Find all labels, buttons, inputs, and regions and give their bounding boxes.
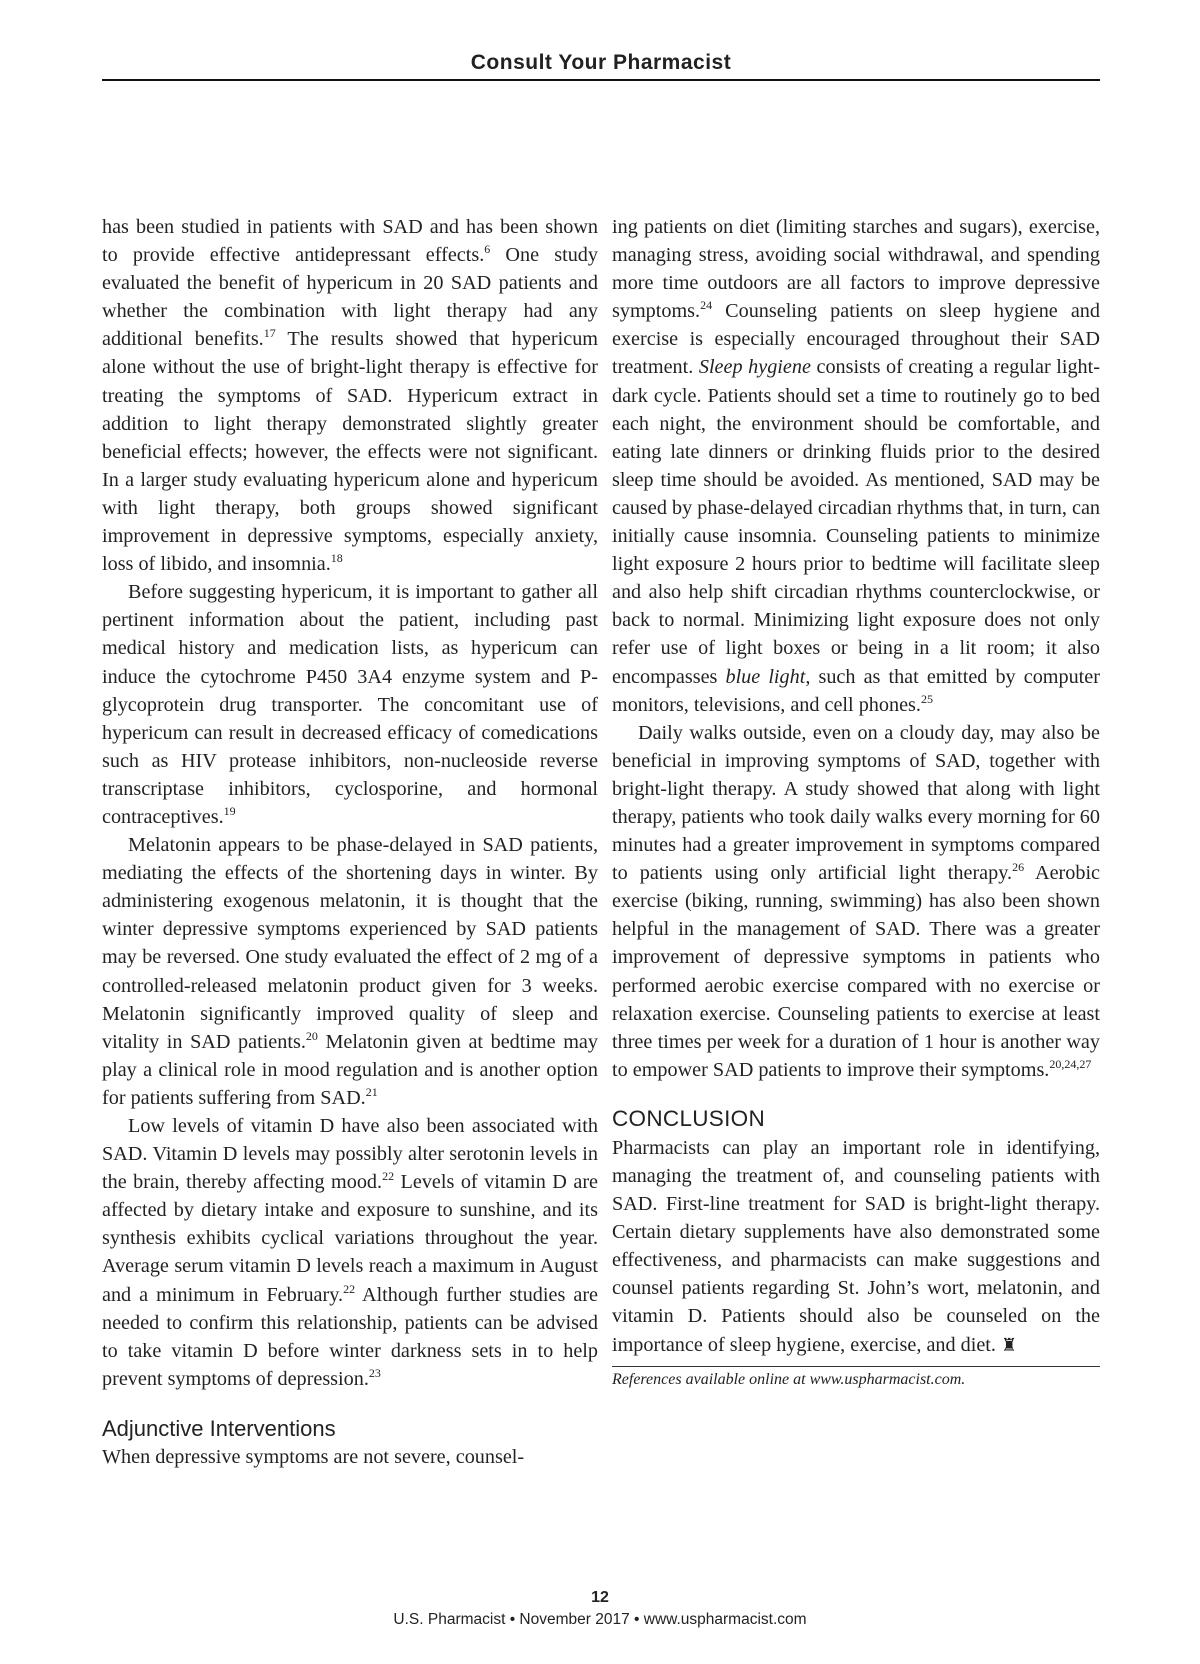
subheading-adjunctive-interventions: Adjunctive Interventions: [102, 1415, 336, 1441]
publication-line: U.S. Pharmacist • November 2017 • www.uspharmacist.com: [393, 1611, 807, 1628]
header-title: Consult Your Pharmacist: [470, 51, 732, 74]
text: Although further studies are needed to confirm this relationship, patients can be advised to take vitamin D before winter darkness sets in to help prevent symptoms of depression.: [102, 1283, 599, 1390]
text: Aerobic exercise (biking, running, swimming) has also been shown helpful in the management of SAD. There was a greater improvement of depressive symptoms in patients who performed aerobic exercise compared with no exercise or relaxation exercise. Counseling patients to exercise at least three times per week for a duration of 1 hour is another way to empower SAD patients to improve their symptoms.: [612, 862, 1101, 1081]
paragraph-vitamin-d: [102, 1112, 598, 1393]
references-note: References available online at www.uspharmacist.com.: [612, 1366, 1100, 1391]
text: , such as that emitted by computer monitors, televisions, and cell phones.: [612, 665, 1100, 716]
page-number: 12: [591, 1589, 609, 1606]
paragraph-melatonin: [102, 831, 598, 1112]
text: Daily walks outside, even on a cloudy day, may also be beneficial in improving symptoms of SAD, together with bright-light therapy. A study showed that along with light therapy, patients who took daily walks every morning for 60 minutes had a greater improvement in symptoms compared to patients using only artificial light therapy.: [612, 721, 1100, 885]
text: One study evaluated the benefit of hypericum in 20 SAD patients and whether the combination with light therapy had any additional benefits.: [102, 244, 598, 351]
text: The results showed that hypericum alone without the use of bright-light therapy is effective for treating the symptoms of SAD. Hypericum extract in addition to light therapy demonstrated slightly greater beneficial effects; however, the effects were not significant. In a larger study evaluating hypericum alone and hypericum with light therapy, both groups showed significant improvement in depressive symptoms, especially anxiety, loss of libido, and insomnia.: [102, 328, 598, 576]
text: Melatonin appears to be phase-delayed in SAD patients, mediating the effects of the shortening days in winter. By administering exogenous melatonin, it is thought that the winter depressive symptoms experienced by SAD patients may be reversed. One study evaluated the effect of 2 mg of a controlled-released melatonin product given for 3 weeks. Melatonin significantly improved quality of sleep and vitality in SAD patients.: [102, 834, 598, 1053]
citation: 21: [365, 1084, 378, 1099]
text: Levels of vitamin D are affected by dietary intake and exposure to sunshine, and its synthesis exhibits cyclical variations throughout the year. Average serum vitamin D levels reach a maximum in August and a minimum in February.: [102, 1171, 599, 1306]
running-header: [102, 50, 1100, 81]
text: When depressive symptoms are not severe, counsel-: [102, 1445, 525, 1468]
paragraph-lifestyle-counseling: [612, 213, 1100, 719]
text: Low levels of vitamin D have also been associated with SAD. Vitamin D levels may possibly alter serotonin levels in the brain, thereby affecting mood.: [102, 1115, 598, 1194]
citation: 19: [223, 803, 236, 818]
citation: 22: [343, 1281, 356, 1296]
end-mark-icon: ♜: [1001, 1334, 1018, 1356]
emphasis-sleep-hygiene: Sleep hygiene: [698, 356, 811, 379]
paragraph-daily-walks: [612, 719, 1100, 1084]
text: consists of creating a regular light-dark cycle. Patients should set a time to routinely go to bed each night, the environment should be comfortable, and eating late dinners or drinking fluids prior to the desired sleep time should be avoided. As mentioned, SAD may be caused by phase-delayed circadian rhythms that, in turn, can initially cause insomnia. Counseling patients to minimize light exposure 2 hours prior to bedtime will facilitate sleep and also help shift circadian rhythms counterclockwise, or back to normal. Minimizing light exposure does not only refer use of light boxes or being in a lit room; it also encompasses: [612, 356, 1100, 688]
paragraph-hypericum-studies: [102, 213, 598, 578]
citation: 17: [263, 326, 276, 341]
text: Counseling patients on sleep hygiene and exercise is especially encouraged throughout their SAD treatment.: [612, 300, 1100, 379]
text: has been studied in patients with SAD and has been shown to provide effective antidepressant effects.: [102, 216, 598, 267]
heading-conclusion: CONCLUSION: [612, 1105, 766, 1131]
paragraph-conclusion: [612, 1134, 1100, 1360]
citation: 22: [382, 1169, 395, 1184]
citation: 18: [330, 551, 343, 566]
citation: 24: [700, 298, 713, 313]
text: Before suggesting hypericum, it is important to gather all pertinent information about the patient, including past medical history and medication lists, as hypericum can induce the cytochrome P450 3A4 enzyme system and P-glycoprotein drug transporter. The concomitant use of hypericum can result in decreased efficacy of comedications such as HIV protease inhibitors, non-nucleoside reverse transcriptase inhibitors, cyclosporine, and hormonal contraceptives.: [102, 581, 598, 828]
right-column: [612, 213, 1100, 1391]
text: ing patients on diet (limiting starches and sugars), exercise, managing stress, avoiding social withdrawal, and spending more time outdoors are all factors to improve depressive symptoms.: [612, 216, 1100, 323]
page-footer: [0, 1588, 1200, 1630]
paragraph-adjunctive-start: [102, 1443, 598, 1471]
citation: 23: [368, 1365, 381, 1380]
left-column: [102, 213, 598, 1471]
text: Pharmacists can play an important role in identifying, managing the treatment of, and counseling patients with SAD. First-line treatment for SAD is bright-light therapy. Certain dietary supplements have also demonstrated some effectiveness, and pharmacists can make suggestions and counsel patients regarding St. John’s wort, melatonin, and vitamin D. Patients should also be counseled on the importance of sleep hygiene, exercise, and diet.: [612, 1136, 1100, 1356]
citation: 20,24,27: [1049, 1056, 1092, 1071]
emphasis-blue-light: blue light: [725, 665, 806, 688]
citation: 26: [1012, 860, 1025, 875]
text: Melatonin given at bedtime may play a clinical role in mood regulation and is another option for patients suffering from SAD.: [102, 1030, 598, 1109]
citation: 6: [484, 242, 491, 257]
citation: 20: [305, 1028, 318, 1043]
paragraph-hypericum-interactions: [102, 578, 598, 831]
citation: 25: [920, 691, 933, 706]
